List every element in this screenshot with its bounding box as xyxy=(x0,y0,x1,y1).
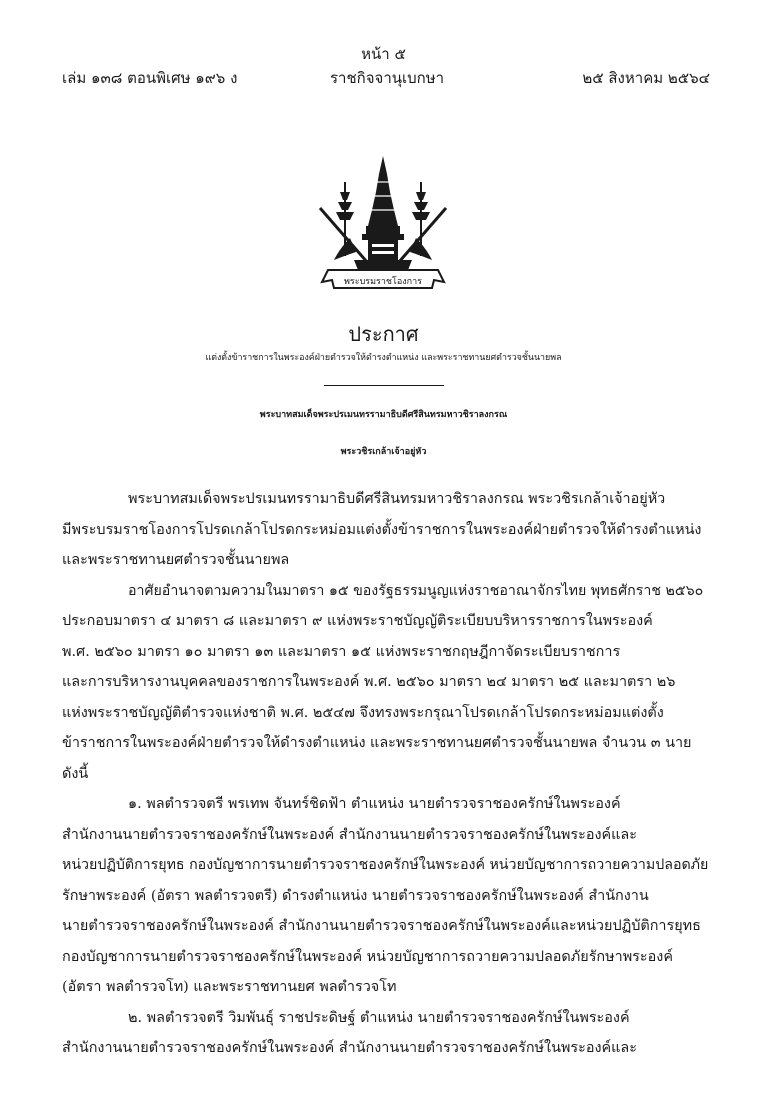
king-name-line-1: พระบาทสมเด็จพระปรเมนทรรามาธิบดีศรีสินทรมหาวชิราลงกรณ xyxy=(259,410,508,420)
text-line: ประกอบมาตรา ๔ มาตรา ๘ และมาตรา ๙ แห่งพระราชบัญญัติระเบียบบริหารราชการในพระองค์ xyxy=(62,613,653,629)
text-line: ๑. พลตำรวจตรี พรเทพ จันทร์ชิดฟ้า ตำแหน่ง นายตำรวจราชองครักษ์ในพระองค์ xyxy=(128,796,621,812)
paragraph-item-1 xyxy=(62,789,710,1003)
volume-issue: เล่ม ๑๓๘ ตอนพิเศษ ๑๙๖ ง xyxy=(62,69,238,87)
announcement-subtitle: แต่งตั้งข้าราชการในพระองค์ฝ่ายตำรวจให้ดำรงตำแหน่ง และพระราชทานยศตำรวจชั้นนายพล xyxy=(205,353,562,363)
text-line: ดังนี้ xyxy=(62,765,89,782)
text-line: รักษาพระองค์ (อัตรา พลตำรวจตรี) ดำรงตำแหน่ง นายตำรวจราชองครักษ์ในพระองค์ สำนักงาน xyxy=(62,887,649,904)
text-line: กองบัญชาการนายตำรวจราชองครักษ์ในพระองค์ หน่วยบัญชาการถวายความปลอดภัยรักษาพระองค์ xyxy=(62,948,673,965)
publication-date: ๒๕ สิงหาคม ๒๕๖๔ xyxy=(582,69,710,87)
paragraph-authority xyxy=(62,576,710,790)
text-line: นายตำรวจราชองครักษ์ในพระองค์ สำนักงานนายตำรวจราชองครักษ์ในพระองค์และหน่วยปฏิบัติการยุทธ xyxy=(62,918,701,934)
text-line: (อัตรา พลตำรวจโท) และพระราชทานยศ พลตำรวจโท xyxy=(62,979,397,995)
text-line: สำนักงานนายตำรวจราชองครักษ์ในพระองค์ สำนักงานนายตำรวจราชองครักษ์ในพระองค์และ xyxy=(62,1040,637,1056)
paragraph-intro xyxy=(62,484,710,576)
text-line: มีพระบรมราชโองการโปรดเกล้าโปรดกระหม่อมแต่งตั้งข้าราชการในพระองค์ฝ่ายตำรวจให้ดำรงตำแหน่ง xyxy=(62,521,702,538)
text-line: พ.ศ. ๒๕๖๐ มาตรา ๑๐ มาตรา ๑๓ และมาตรา ๑๕ แห่งพระราชกฤษฎีกาจัดระเบียบราชการ xyxy=(62,643,621,660)
king-name-line-2: พระวชิรเกล้าเจ้าอยู่หัว xyxy=(340,447,427,457)
page-number: หน้า ๕ xyxy=(361,45,406,63)
gazette-header xyxy=(62,66,710,88)
text-line: และพระราชทานยศตำรวจชั้นนายพล xyxy=(62,552,290,568)
text-line: ๒. พลตำรวจตรี วิมพันธุ์ ราชประดิษฐ์ ตำแหน่ง นายตำรวจราชองครักษ์ในพระองค์ xyxy=(128,1009,630,1026)
emblem-ribbon-text: พระบรมราชโองการ xyxy=(343,277,423,287)
text-line: อาศัยอำนาจตามความในมาตรา ๑๕ ของรัฐธรรมนูญแห่งราชอาณาจักรไทย พุทธศักราช ๒๕๖๐ xyxy=(128,582,704,599)
text-line: พระบาทสมเด็จพระปรเมนทรรามาธิบดีศรีสินทรมหาวชิราลงกรณ พระวชิรเกล้าเจ้าอยู่หัว xyxy=(128,491,666,507)
paragraph-item-2 xyxy=(62,1003,710,1064)
document-body xyxy=(62,484,710,1064)
royal-emblem-icon xyxy=(310,152,456,292)
publication-name: ราชกิจจานุเบกษา xyxy=(330,69,445,87)
text-line: แห่งพระราชบัญญัติตำรวจแห่งชาติ พ.ศ. ๒๕๔๗ จึงทรงพระกรุณาโปรดเกล้าโปรดกระหม่อมแต่งตั้ง xyxy=(62,704,664,721)
announcement-title: ประกาศ xyxy=(348,322,419,346)
text-line: ข้าราชการในพระองค์ฝ่ายตำรวจให้ดำรงตำแหน่ง และพระราชทานยศตำรวจชั้นนายพล จำนวน ๓ นาย xyxy=(62,735,692,751)
text-line: และการบริหารงานบุคคลของราชการในพระองค์ พ.ศ. ๒๕๖๐ มาตรา ๒๔ มาตรา ๒๕ และมาตรา ๒๖ xyxy=(62,674,676,690)
title-divider xyxy=(324,385,444,386)
text-line: หน่วยปฏิบัติการยุทธ กองบัญชาการนายตำรวจราชองครักษ์ในพระองค์ หน่วยบัญชาการถวายความปลอดภัย xyxy=(62,857,709,873)
text-line: สำนักงานนายตำรวจราชองครักษ์ในพระองค์ สำนักงานนายตำรวจราชองครักษ์ในพระองค์และ xyxy=(62,826,637,843)
